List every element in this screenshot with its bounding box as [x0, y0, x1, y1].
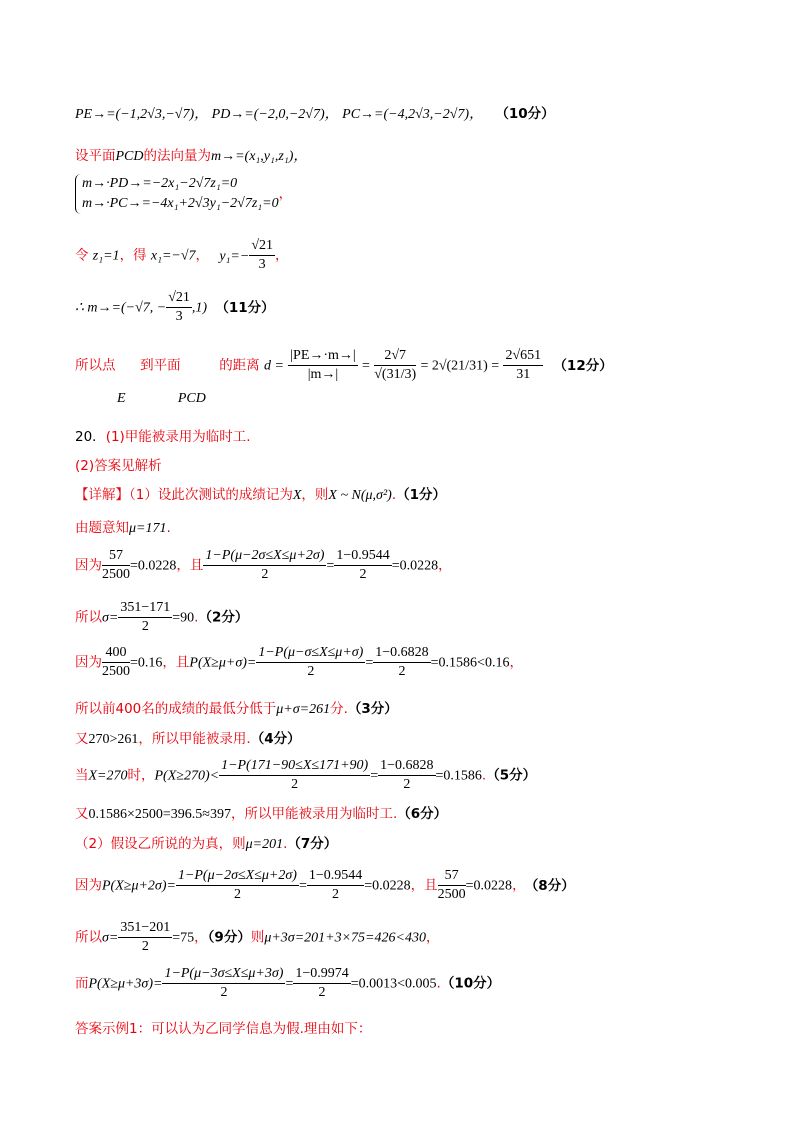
- text-segment: ，: [275, 247, 289, 264]
- score-1: （1分）: [396, 487, 447, 503]
- system-eq1: m→·PD→=−2x₁−2√7z₁=0: [82, 176, 238, 191]
- normal-vector-result: [75, 290, 275, 325]
- text-segment: 所以点: [75, 357, 116, 374]
- fraction-numerator: 1−P(μ−2σ≤X≤μ+2σ): [176, 868, 299, 886]
- value: =0.1586<0.16: [430, 655, 510, 671]
- system-brace: [75, 174, 279, 214]
- text-segment: 因为: [75, 654, 102, 671]
- y1-fraction: [249, 238, 275, 273]
- fraction-denominator: 31: [516, 367, 531, 382]
- value: =0.0228: [465, 878, 513, 894]
- sigma-label: σ=: [102, 930, 119, 946]
- fraction-denominator: 3: [175, 309, 183, 324]
- question-20-answer-1: [75, 425, 251, 445]
- fraction-denominator: |m→|: [307, 367, 339, 382]
- sigma-line: [75, 600, 248, 635]
- equals: =: [370, 768, 379, 784]
- fraction-numerator: 57: [438, 868, 466, 886]
- text-segment: ，: [195, 247, 210, 264]
- question-number: 20．: [75, 429, 106, 445]
- distance-middle: = 2√(21/31) =: [420, 358, 500, 374]
- fraction-denominator: 2: [359, 567, 367, 582]
- text-segment: 而: [75, 975, 89, 992]
- fraction-denominator: 2: [261, 567, 269, 582]
- text-segment: 所以: [75, 609, 102, 626]
- text-segment: 的距离: [219, 357, 260, 374]
- fraction-numerator: |PE→·m→|: [288, 348, 358, 366]
- fraction-numerator: 2√651: [503, 348, 543, 366]
- equals: =: [326, 558, 335, 574]
- mu-value: μ=201: [245, 837, 284, 852]
- text-segment: （1）设此次测试的成绩记为: [129, 487, 293, 503]
- score-11: （11分）: [215, 299, 275, 316]
- text-segment: 令: [75, 247, 89, 264]
- fraction-numerator: 57: [102, 548, 130, 566]
- fraction-denominator: 2: [141, 619, 149, 634]
- score-7: （7分）: [287, 836, 338, 852]
- text-segment: 因为: [75, 877, 102, 894]
- text-segment: 所以前400名的成绩的最低分低于: [75, 701, 277, 717]
- distance-fraction-3: [503, 348, 543, 383]
- fraction-denominator: 2: [318, 985, 326, 1000]
- value: =0.0228: [391, 558, 439, 574]
- text-segment: ，所以甲能被录用为临时工.: [230, 806, 398, 822]
- distance-d: d =: [263, 358, 284, 374]
- value: =90: [172, 610, 195, 626]
- text-segment: ，: [194, 929, 208, 946]
- x-value: X=270: [88, 768, 128, 784]
- prob-line-3: [75, 868, 575, 903]
- text-segment: 所以: [75, 929, 102, 946]
- score-9: （9分）: [207, 929, 251, 946]
- score-2: （2分）: [198, 609, 249, 626]
- vector-tail: ,1): [191, 300, 208, 316]
- fraction: [293, 966, 350, 1001]
- fraction-denominator: 2: [403, 777, 411, 792]
- score-12: （12分）: [553, 357, 613, 374]
- text-segment: .: [283, 836, 288, 852]
- text-segment: .: [391, 487, 397, 503]
- fraction: [118, 920, 172, 955]
- text-segment: .: [481, 767, 487, 784]
- fraction: [219, 758, 370, 793]
- fraction: [378, 758, 435, 793]
- fraction-denominator: 2: [332, 887, 340, 902]
- text-segment: 由题意知: [75, 520, 129, 536]
- therefore-expr: ∴ m→=(−√7, −: [75, 300, 167, 316]
- mu-line: [75, 516, 171, 537]
- fraction-numerator: √21: [166, 290, 192, 308]
- text-segment: 设平面: [75, 148, 116, 164]
- text-segment: ，: [509, 654, 523, 671]
- fraction-numerator: 1−P(μ−2σ≤X≤μ+2σ): [203, 548, 326, 566]
- detail-line: [75, 483, 446, 504]
- equals: =: [285, 976, 294, 992]
- value: =0.1586: [435, 768, 482, 784]
- threshold-expr: μ+σ=261: [276, 702, 331, 717]
- sigma-line-2: [75, 920, 439, 955]
- distance-fraction-2: [374, 348, 416, 383]
- distance-fraction: [288, 348, 358, 383]
- distribution-expr: X ~ N(μ,σ²): [328, 488, 392, 503]
- fraction-denominator: 2500: [102, 664, 130, 679]
- distance-line: [75, 348, 613, 383]
- vectors-line: [75, 102, 555, 123]
- comparison: 270>261: [88, 732, 139, 747]
- fraction: [256, 645, 365, 680]
- fraction-numerator: 351−171: [118, 600, 172, 618]
- answer-example-line: 答案示例1：可以认为乙同学信息为假.理由如下：: [75, 1021, 372, 1037]
- value: =0.0228: [130, 558, 177, 574]
- vector-fraction: [166, 290, 192, 325]
- equals: =: [298, 878, 307, 894]
- equals: =: [365, 655, 374, 671]
- system-eq2: m→·PC→=−4x₁+2√3y₁−2√7z₁=0: [82, 196, 279, 211]
- fraction-numerator: √21: [249, 238, 275, 256]
- text-segment: 又: [75, 731, 89, 747]
- fraction: [203, 548, 326, 583]
- fraction: [373, 645, 430, 680]
- fraction-denominator: 2: [141, 939, 149, 954]
- fraction-numerator: 1−0.6828: [373, 645, 430, 663]
- fraction-denominator: 2500: [102, 567, 130, 582]
- solve-line: [75, 238, 289, 273]
- text-segment: .: [194, 609, 199, 626]
- fraction-numerator: 400: [102, 645, 130, 663]
- fraction: [307, 868, 364, 903]
- prob-line-1: [75, 548, 452, 583]
- text-segment: ，: [512, 877, 526, 894]
- fraction-denominator: 2: [291, 777, 299, 792]
- answer-text: (1)甲能被录用为临时工.: [105, 429, 251, 445]
- question-20-answer-2: (2)答案见解析: [75, 458, 162, 474]
- prob-expr: P(X≥μ+σ)=: [189, 655, 257, 671]
- mu-3sigma-expr: μ+3σ=201+3×75=426<430: [264, 930, 426, 946]
- value: =0.0228: [364, 878, 411, 894]
- detail-heading: 【详解】: [75, 487, 129, 503]
- value: =0.16: [130, 655, 163, 671]
- sigma-label: σ=: [102, 610, 119, 626]
- prob-line-2: [75, 645, 523, 680]
- score-10b: （10分）: [440, 975, 501, 992]
- text-segment: ，且: [410, 877, 438, 894]
- text-segment: .: [166, 520, 171, 536]
- value: =0.0013<0.005: [350, 976, 437, 992]
- equals: =: [362, 358, 370, 374]
- fraction-denominator: 2500: [437, 887, 466, 902]
- fraction: [102, 645, 130, 680]
- text-segment: 的法向量为: [143, 148, 211, 164]
- top-400-line: [75, 697, 398, 718]
- fraction: [118, 600, 172, 635]
- x270-line: [75, 758, 536, 793]
- fraction: [102, 548, 130, 583]
- y1-label: y₁=−: [219, 248, 250, 264]
- fraction-numerator: 1−P(171−90≤X≤171+90): [219, 758, 370, 776]
- vectors-expression: PE→=(−1,2√3,−√7)， PD→=(−2,0,−2√7)， PC→=(−4,2√3,−2√7)，: [75, 107, 484, 122]
- score-5: （5分）: [486, 767, 537, 784]
- point-E: E: [117, 391, 126, 406]
- fraction-numerator: 1−P(μ−σ≤X≤μ+σ): [256, 645, 365, 663]
- mu-value: μ=171: [129, 521, 167, 536]
- fraction-numerator: 351−201: [118, 920, 172, 938]
- plane-name: PCD: [115, 149, 144, 164]
- rank-calc: 0.1586×2500=396.5≈397: [88, 807, 231, 822]
- fraction-denominator: 3: [258, 257, 266, 272]
- distance-labels: [75, 390, 206, 407]
- text-segment: ，所以甲能被录用.: [138, 731, 251, 747]
- value: =75: [172, 930, 195, 946]
- prob-expr: P(X≥μ+2σ)=: [102, 878, 176, 894]
- text-segment: ，: [438, 557, 452, 574]
- prob-expr: P(X≥μ+3σ)=: [88, 976, 163, 992]
- fraction-denominator: 2: [307, 664, 315, 679]
- prob-line-4: [75, 966, 500, 1001]
- fraction-denominator: 2: [398, 664, 406, 679]
- var-X: X: [292, 488, 302, 503]
- text-segment: 分.: [330, 701, 348, 717]
- text-segment: ，且: [176, 557, 204, 574]
- text-segment: 因为: [75, 557, 102, 574]
- fraction: [176, 868, 299, 903]
- text-segment: .: [436, 975, 441, 992]
- text-segment: ，得: [119, 247, 147, 264]
- score-3: （3分）: [347, 701, 398, 717]
- text-segment: ，: [425, 929, 440, 946]
- comma: ，: [278, 186, 293, 202]
- score-8: （8分）: [531, 877, 575, 894]
- score-6: （6分）: [397, 806, 448, 822]
- text-segment: 时，: [127, 767, 155, 784]
- plane-PCD: PCD: [177, 391, 206, 406]
- fraction-numerator: 1−0.9544: [307, 868, 364, 886]
- z1-value: z₁=1: [92, 248, 120, 264]
- text-segment: ，且: [162, 654, 190, 671]
- equation-system: [75, 174, 292, 214]
- text-segment: ，则: [301, 487, 329, 503]
- text-segment: 当: [75, 767, 89, 784]
- part-2-line: [75, 832, 337, 853]
- text-segment: 则: [250, 929, 265, 946]
- text-segment: 到平面: [140, 357, 181, 374]
- text-segment: （2）假设乙所说的为真，则: [75, 836, 246, 852]
- fraction: [334, 548, 391, 583]
- fraction-numerator: 1−0.9974: [293, 966, 350, 984]
- fraction-denominator: 2: [220, 985, 228, 1000]
- hired-line: [75, 727, 301, 748]
- fraction-numerator: 1−0.6828: [378, 758, 435, 776]
- score-4: （4分）: [250, 731, 301, 747]
- text-segment: 又: [75, 806, 89, 822]
- fraction-numerator: 2√7: [374, 348, 416, 366]
- fraction-numerator: 1−0.9544: [334, 548, 391, 566]
- fraction: [162, 966, 285, 1001]
- prob-expr: P(X≥270)<: [154, 768, 220, 784]
- fraction-denominator: 2: [233, 887, 241, 902]
- normal-vector-line: [75, 144, 307, 165]
- fraction-numerator: 1−P(μ−3σ≤X≤μ+3σ): [162, 966, 285, 984]
- fraction: [438, 868, 466, 903]
- normal-vector-expr: m→=(x₁,y₁,z₁)，: [211, 149, 308, 164]
- x1-value: x₁=−√7: [150, 248, 196, 264]
- fraction-denominator: √(31/3): [374, 367, 417, 382]
- score-10: （10分）: [495, 106, 555, 122]
- rank-line: [75, 802, 447, 823]
